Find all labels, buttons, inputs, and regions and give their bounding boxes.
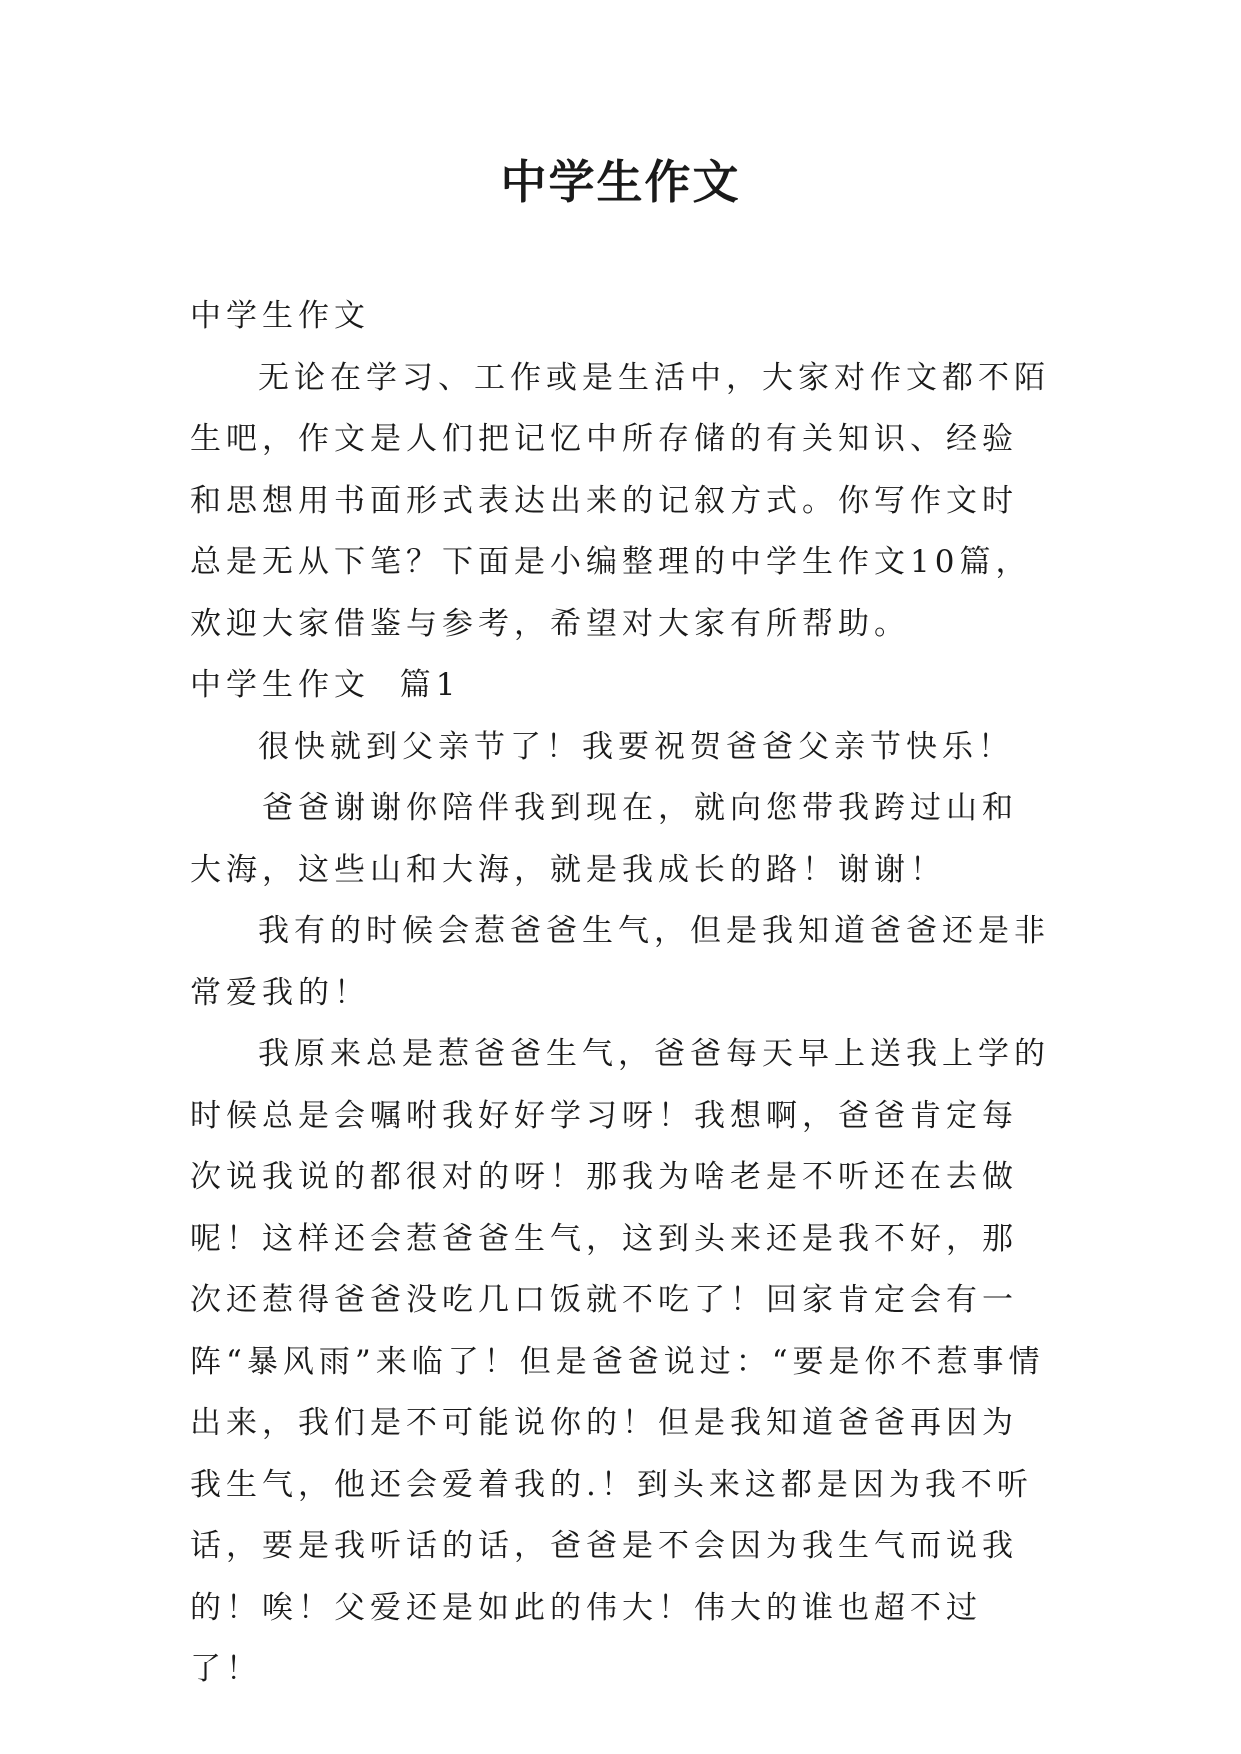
body-paragraph: 我有的时候会惹爸爸生气，但是我知道爸爸还是非常爱我的！ (190, 913, 1050, 1011)
document-subtitle: 中学生作文 (190, 298, 370, 334)
intro-paragraph: 无论在学习、工作或是生活中，大家对作文都不陌生吧，作文是人们把记忆中所存储的有关知识、经验和思想用书面形式表达出来的记叙方式。你写作文时总是无从下笔？下面是小编整理的中学生作文10篇，欢迎大家借鉴与参考，希望对大家有所帮助。 (190, 359, 1050, 642)
body-paragraph: 很快就到父亲节了！我要祝贺爸爸父亲节快乐！ (258, 728, 1014, 765)
document-body (190, 286, 1050, 1701)
body-paragraph: 爸爸谢谢你陪伴我到现在，就向您带我跨过山和大海，这些山和大海，就是我成长的路！谢谢！ (190, 790, 1018, 888)
body-paragraph: 我原来总是惹爸爸生气，爸爸每天早上送我上学的时候总是会嘱咐我好好学习呀！我想啊，爸爸肯定每次说我说的都很对的呀！那我为啥老是不听还在去做呢！这样还会惹爸爸生气，这到头来还是我不好，那次还惹得爸爸没吃几口饭就不吃了！回家肯定会有一阵“暴风雨”来临了！但是爸爸说过：“要是你不惹事情出来，我们是不可能说你的！但是我知道爸爸再因为我生气，他还会爱着我的.！到头来这都是因为我不听话，要是我听话的话，爸爸是不会因为我生气而说我的！唉！父爱还是如此的伟大！伟大的谁也超不过了！ (190, 1036, 1050, 1687)
document-title: 中学生作文 (500, 155, 741, 209)
section-heading: 中学生作文 篇1 (190, 667, 461, 703)
